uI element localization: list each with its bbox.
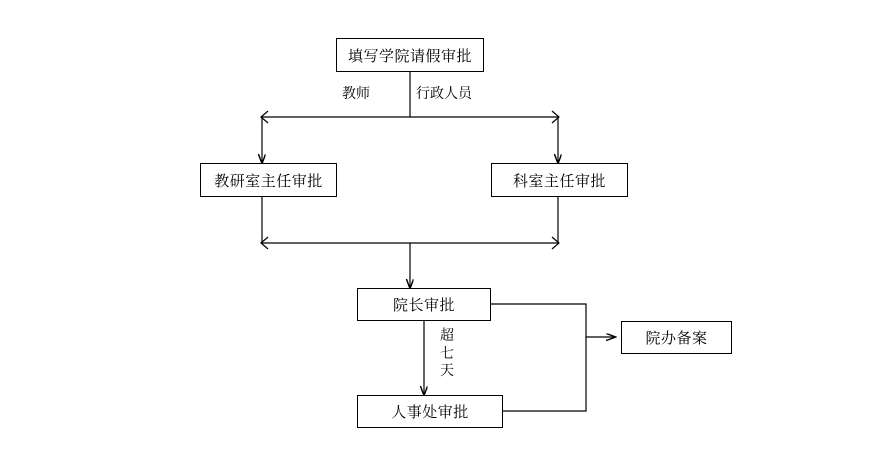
node-dean-approval[interactable] — [357, 288, 491, 321]
node-department-director-label: 科室主任审批 — [512, 172, 606, 190]
edge-label-teacher — [342, 86, 370, 101]
node-teaching-office-director-label: 教研室主任审批 — [214, 172, 323, 190]
node-hr-approval[interactable] — [357, 395, 503, 428]
wire-hr-to-record — [503, 337, 586, 411]
node-start-label: 填写学院请假审批 — [347, 47, 472, 65]
node-dean-approval-label: 院长审批 — [392, 297, 455, 314]
node-college-office-record[interactable] — [621, 321, 732, 354]
node-hr-approval-label: 人事处审批 — [391, 404, 469, 421]
wire-dean-to-record — [491, 304, 615, 337]
edge-label-admin-staff — [416, 86, 472, 101]
node-teaching-office-director[interactable] — [200, 163, 337, 197]
edge-label-teacher-text: 教师 — [342, 85, 370, 101]
node-college-office-record-label: 院办备案 — [645, 330, 708, 347]
edge-label-admin-staff-text: 行政人员 — [416, 85, 472, 101]
node-start[interactable] — [336, 38, 484, 72]
edge-label-over-seven-days-text: 超七天 — [440, 327, 454, 378]
node-department-director[interactable] — [491, 163, 628, 197]
edge-label-over-seven-days — [440, 327, 454, 380]
